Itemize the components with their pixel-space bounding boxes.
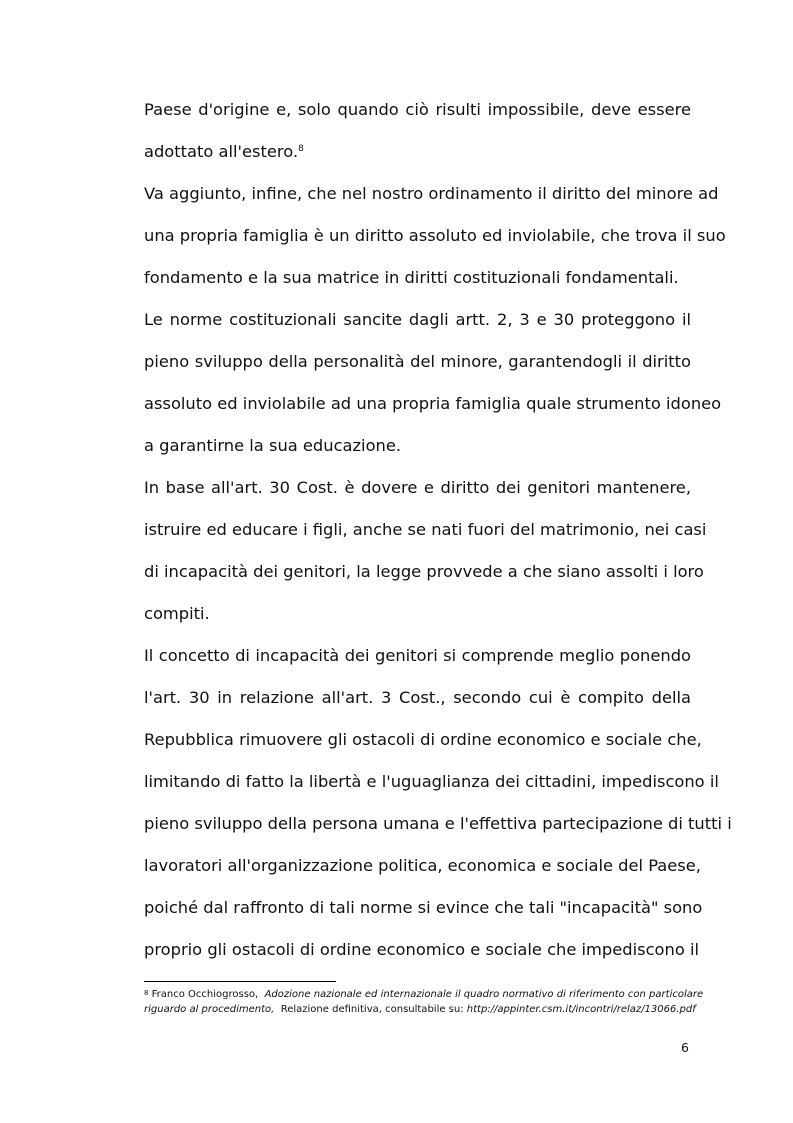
body-line-text: adottato all'estero. [144,142,299,161]
footnote-reference[interactable]: 8 [298,144,304,154]
body-line: poiché dal raffronto di tali norme si evince che tali "incapacità" sono [144,898,703,917]
body-line [144,141,691,163]
footnote-number: 8 [144,989,149,997]
body-line: compiti. [144,604,210,623]
body-line: Va aggiunto, infine, che nel nostro ordinamento il diritto del minore ad [144,184,719,203]
body-line: pieno sviluppo della personalità del minore, garantendogli il diritto [144,352,691,371]
footnote-title-cont: riguardo al procedimento, [144,1004,275,1015]
body-line: pieno sviluppo della persona umana e l'effettiva partecipazione di tutti i [144,814,732,833]
footnote-line-2 [144,1003,696,1017]
footnote-url-link[interactable]: http://appinter.csm.it/incontri/relaz/13066.pdf [466,1004,696,1015]
body-line: limitando di fatto la libertà e l'uguaglianza dei cittadini, impediscono il [144,772,719,791]
body-line: Paese d'origine e, solo quando ciò risulti impossibile, deve essere [144,100,691,119]
page-number: 6 [681,1040,689,1055]
body-line: di incapacità dei genitori, la legge provvede a che siano assolti i loro [144,562,704,581]
footnote-author: Franco Occhiogrosso, [151,989,259,1000]
body-line: proprio gli ostacoli di ordine economico e sociale che impediscono il [144,940,700,959]
body-line: istruire ed educare i figli, anche se nati fuori del matrimonio, nei casi [144,520,707,539]
body-line: una propria famiglia è un diritto assoluto ed inviolabile, che trova il suo [144,226,726,245]
body-line: a garantirne la sua educazione. [144,436,402,455]
body-line: fondamento e la sua matrice in diritti costituzionali fondamentali. [144,268,679,287]
footnote-text: Relazione definitiva, consultabile su: [280,1004,464,1015]
body-line: assoluto ed inviolabile ad una propria famiglia quale strumento idoneo [144,394,722,413]
footnote-title: Adozione nazionale ed internazionale il quadro normativo di riferimento con particolare [264,989,704,1000]
body-line: lavoratori all'organizzazione politica, economica e sociale del Paese, [144,856,701,875]
body-line: In base all'art. 30 Cost. è dovere e diritto dei genitori mantenere, [144,478,691,497]
body-line: Il concetto di incapacità dei genitori si comprende meglio ponendo [144,646,691,665]
footnote-separator [144,981,336,982]
body-line: l'art. 30 in relazione all'art. 3 Cost., secondo cui è compito della [144,688,691,707]
body-line: Repubblica rimuovere gli ostacoli di ordine economico e sociale che, [144,730,702,749]
body-line: Le norme costituzionali sancite dagli artt. 2, 3 e 30 proteggono il [144,310,691,329]
footnote-line-1 [144,988,704,1002]
